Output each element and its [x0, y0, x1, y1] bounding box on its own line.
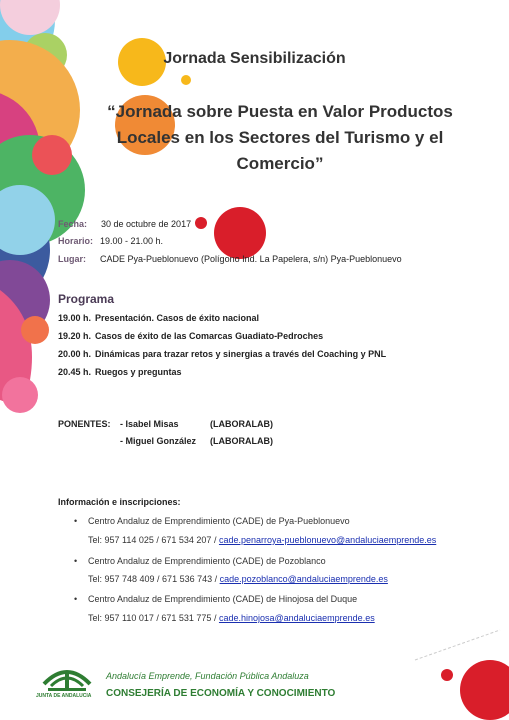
contact-center: Centro Andaluz de Emprendimiento (CADE) de Pozoblanco: [88, 556, 326, 566]
ponente-row: [58, 436, 273, 446]
event-subtitle: [70, 99, 490, 177]
contact-email-link[interactable]: cade.hinojosa@andaluciaemprende.es: [218, 613, 375, 623]
ponente-org: (LABORALAB): [210, 419, 273, 429]
contact-center: Centro Andaluz de Emprendimiento (CADE) de Pya-Pueblonuevo: [88, 516, 350, 526]
page-title: Jornada Sensibilización: [163, 50, 346, 67]
contact-phone: Tel: 957 748 409 / 671 536 743 /: [88, 574, 220, 584]
contact-email-link[interactable]: cade.pozoblanco@andaluciaemprende.es: [219, 574, 388, 584]
ponentes-label: PONENTES:: [58, 419, 111, 429]
contact-phone: Tel: 957 114 025 / 671 534 207 /: [88, 535, 219, 545]
subtitle-line: “Jornada sobre Puesta en Valor Productos: [107, 102, 453, 121]
bullet-icon: •: [74, 556, 78, 566]
programa-item: [58, 313, 259, 323]
programa-time: 20.00 h.: [58, 349, 92, 359]
fecha-value: 30 de octubre de 2017: [101, 219, 192, 229]
logo-caption: JUNTA DE ANDALUCIA: [36, 693, 92, 699]
footer-line-2: CONSEJERÍA DE ECONOMÍA Y CONOCIMIENTO: [106, 688, 336, 699]
contact-email-link[interactable]: cade.penarroya-pueblonuevo@andaluciaemprende.es: [218, 535, 437, 545]
subtitle-line: Locales en los Sectores del Turismo y el: [116, 128, 444, 147]
programa-text: Casos de éxito de las Comarcas Guadiato-Pedroches: [95, 331, 324, 341]
programa-time: 19.00 h.: [58, 313, 92, 323]
contact-center: Centro Andaluz de Emprendimiento (CADE) de Hinojosa del Duque: [88, 594, 358, 604]
informacion-heading: Información e inscripciones:: [58, 497, 181, 507]
ponente-name: - Isabel Misas: [120, 419, 179, 429]
lugar-value: CADE Pya-Pueblonuevo (Polígono Ind. La Papelera, s/n) Pya-Pueblonuevo: [100, 254, 402, 264]
contact-tel: [88, 535, 436, 545]
bullet-icon: •: [74, 594, 78, 604]
ponente-name: - Miguel González: [120, 436, 197, 446]
subtitle-line: Comercio”: [236, 154, 324, 173]
footer-line-1: Andalucía Emprende, Fundación Pública Andaluza: [106, 671, 309, 681]
contact-name: [74, 594, 357, 604]
programa-item: [58, 349, 386, 359]
contact-phone: Tel: 957 110 017 / 671 531 775 /: [88, 613, 219, 623]
contact-name: [74, 556, 326, 566]
contact-tel: [88, 574, 388, 584]
fecha-row: [58, 219, 191, 229]
programa-item: [58, 331, 323, 341]
programa-item: [58, 367, 182, 377]
horario-row: [58, 236, 163, 246]
lugar-row: [58, 254, 402, 264]
fecha-label: Fecha:: [58, 219, 88, 229]
ponente-org: (LABORALAB): [210, 436, 273, 446]
ponente-row: [58, 419, 273, 429]
programa-text: Ruegos y preguntas: [95, 367, 182, 377]
programa-time: 19.20 h.: [58, 331, 92, 341]
lugar-label: Lugar:: [58, 254, 86, 264]
bullet-icon: •: [74, 516, 78, 526]
programa-heading: Programa: [58, 292, 115, 306]
programa-text: Dinámicas para trazar retos y sinergias a través del Coaching y PNL: [95, 349, 387, 359]
contact-tel: [88, 613, 375, 623]
contact-name: [74, 516, 350, 526]
programa-text: Presentación. Casos de éxito nacional: [95, 313, 260, 323]
horario-value: 19.00 - 21.00 h.: [100, 236, 164, 246]
programa-time: 20.45 h.: [58, 367, 92, 377]
horario-label: Horario:: [58, 236, 94, 246]
